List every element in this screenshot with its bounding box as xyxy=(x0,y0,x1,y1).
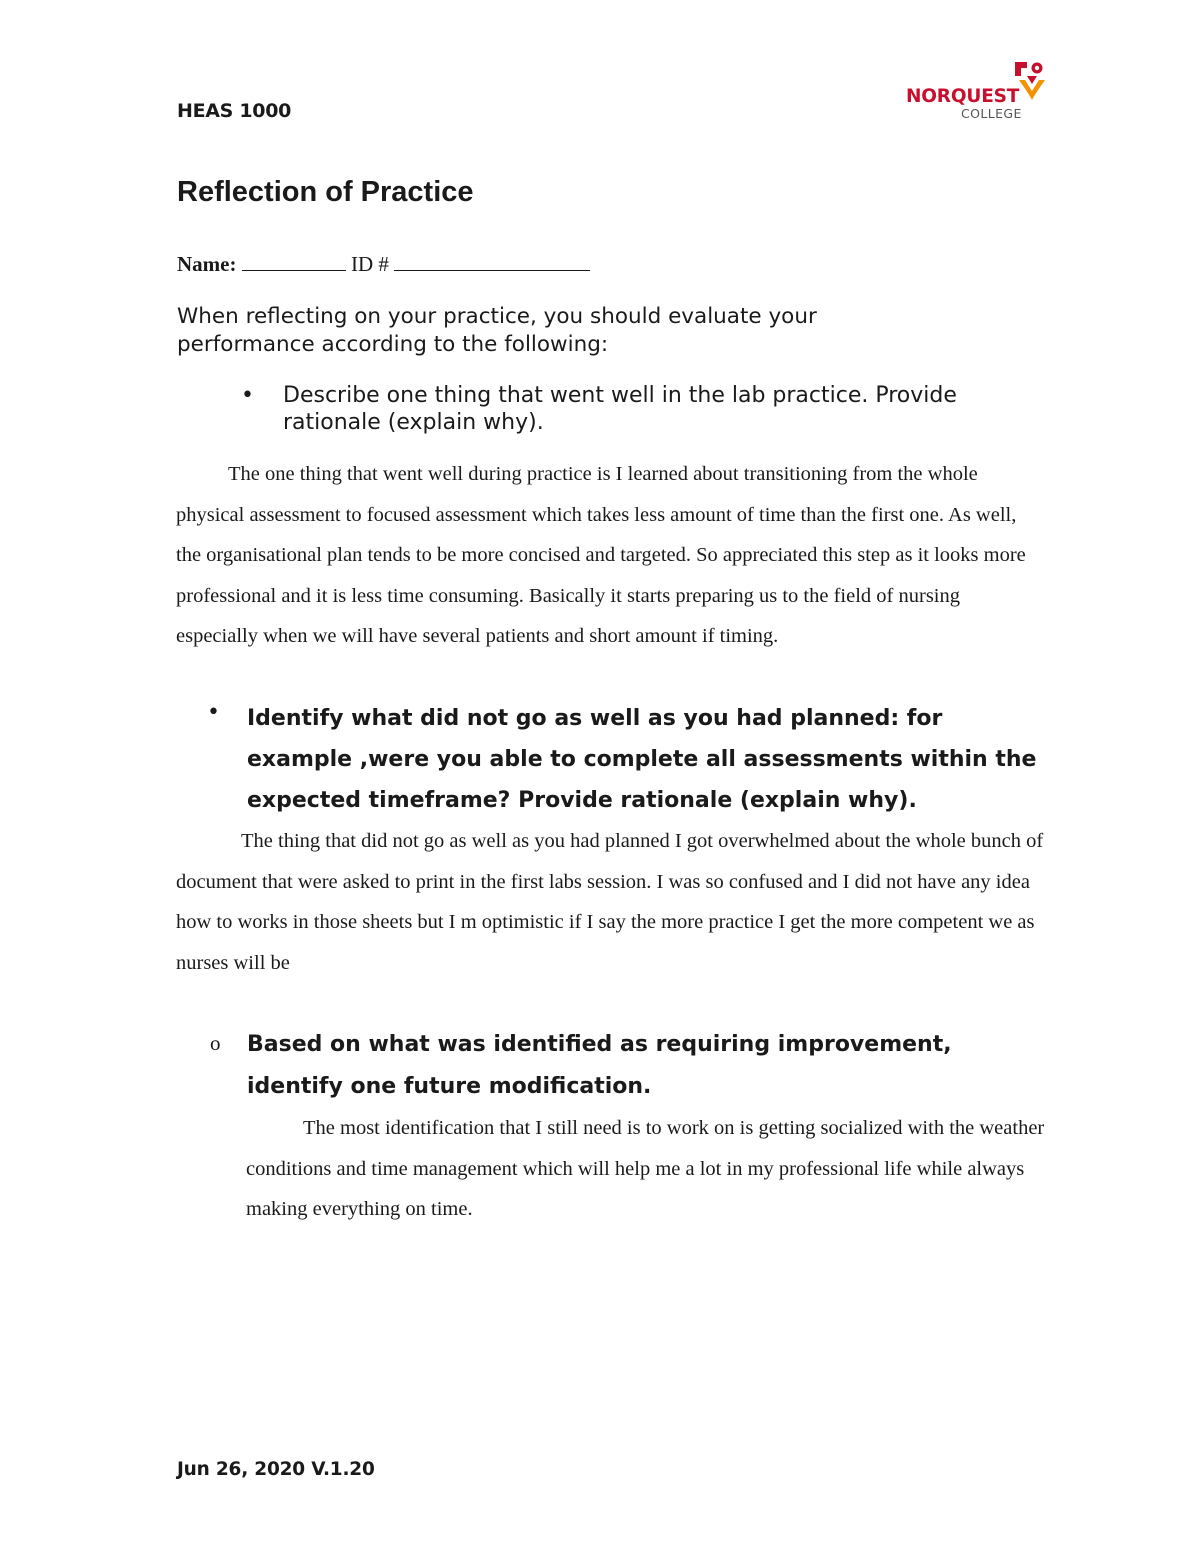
sub-bullet-marker: o xyxy=(210,1031,221,1055)
name-label: Name: xyxy=(177,252,237,276)
id-blank[interactable] xyxy=(394,251,590,271)
footer-version: Jun 26, 2020 V.1.20 xyxy=(177,1459,375,1480)
logo-name: NORQUEST xyxy=(906,86,1020,107)
document-title: Reflection of Practice xyxy=(177,176,474,208)
answer-3-text: The most identification that I still need is to work on is getting socialized with the weather conditions and time management which will help me a lot in my professional life while always making everything on time. xyxy=(246,1117,1045,1221)
intro-text: When reflecting on your practice, you should evaluate your performance according to the following: xyxy=(177,304,817,357)
name-id-line xyxy=(177,251,590,277)
id-label: ID # xyxy=(350,252,389,276)
answer-2-text: The thing that did not go as well as you had planned I got overwhelmed about the whole bunch of document that were asked to print in the first labs session. I was so confused and I did not have any idea how to works in those sheets but I m optimistic if I say the more practice I get the more competent we as nurses will be xyxy=(176,830,1044,974)
answer-3 xyxy=(246,1108,1046,1230)
answer-1 xyxy=(176,454,1036,657)
prompt-1: Describe one thing that went well in the lab practice. Provide rationale (explain why). xyxy=(283,383,957,435)
answer-1-text: The one thing that went well during practice is I learned about transitioning from the whole physical assessment to focused assessment which takes less amount of time than the first one. As well, the organisational plan tends to be more concised and targeted. So appreciated this step as it looks more professional and it is less time consuming. Basically it starts preparing us to the field of nursing especially when we will have several patients and short amount if timing. xyxy=(176,463,1026,648)
prompt-2: Identify what did not go as well as you had planned: for example ,were you able to complete all assessments within the expected timeframe? Provide rationale (explain why). xyxy=(247,706,1037,813)
name-blank[interactable] xyxy=(242,251,346,271)
bullet-marker: • xyxy=(207,700,220,725)
prompt-3: Based on what was identified as requiring improvement, identify one future modification. xyxy=(247,1032,952,1099)
logo-sub: COLLEGE xyxy=(961,106,1022,121)
college-logo xyxy=(900,56,1070,136)
course-code: HEAS 1000 xyxy=(177,100,292,122)
answer-2 xyxy=(176,821,1056,983)
bullet-marker: • xyxy=(241,383,254,408)
